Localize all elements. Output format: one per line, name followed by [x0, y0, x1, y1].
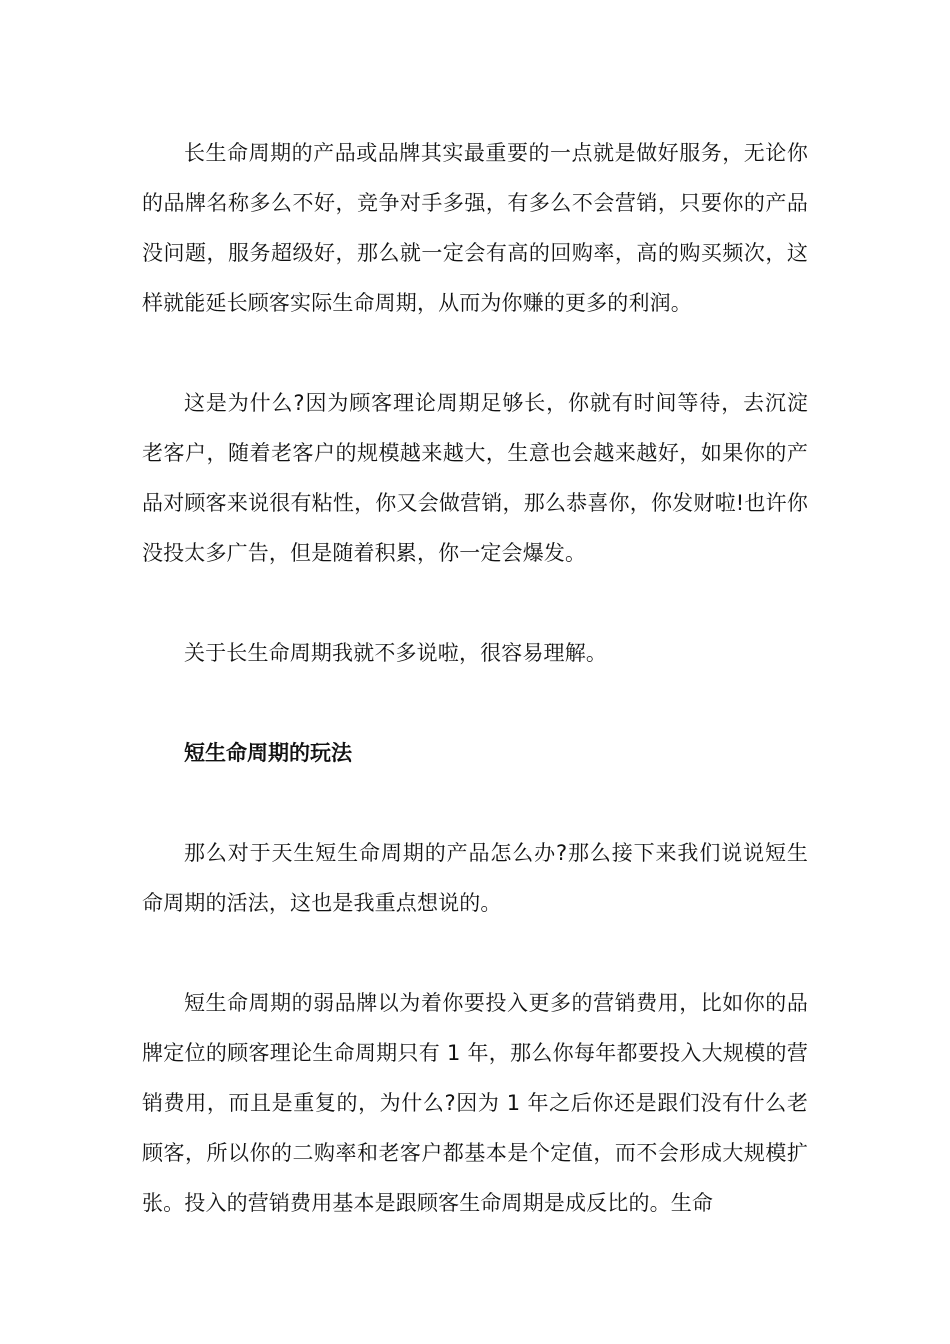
paragraph-short-cycle-marketing: 短生命周期的弱品牌以为着你要投入更多的营销费用，比如你的品牌定位的顾客理论生命周期只有 1 年，那么你每年都要投入大规模的营销费用，而且是重复的，为什么?因为 1 年之后你还是跟们没有什么老顾客，所以你的二购率和老客户都基本是个定值，而不会形成大规模扩张。投入的营销费用基本是跟顾客生命周期是成反比的。生命: [142, 991, 808, 1215]
document-body: [142, 128, 808, 1228]
paragraph-long-cycle-summary: 关于长生命周期我就不多说啦，很容易理解。: [184, 641, 607, 665]
paragraph-why: 这是为什么?因为顾客理论周期足够长，你就有时间等待，去沉淀老客户，随着老客户的规模越来越大，生意也会越来越好，如果你的产品对顾客来说很有粘性，你又会做营销，那么恭喜你，你发财啦!也许你没投太多广告，但是随着积累，你一定会爆发。: [142, 391, 808, 565]
section-heading: 短生命周期的玩法: [184, 741, 352, 765]
paragraph-service: 长生命周期的产品或品牌其实最重要的一点就是做好服务，无论你的品牌名称多么不好，竞争对手多强，有多么不会营销，只要你的产品没问题，服务超级好，那么就一定会有高的回购率，高的购买频次，这样就能延长顾客实际生命周期，从而为你赚的更多的利润。: [142, 141, 808, 315]
paragraph-short-cycle-intro: 那么对于天生短生命周期的产品怎么办?那么接下来我们说说短生命周期的活法，这也是我重点想说的。: [142, 841, 808, 915]
